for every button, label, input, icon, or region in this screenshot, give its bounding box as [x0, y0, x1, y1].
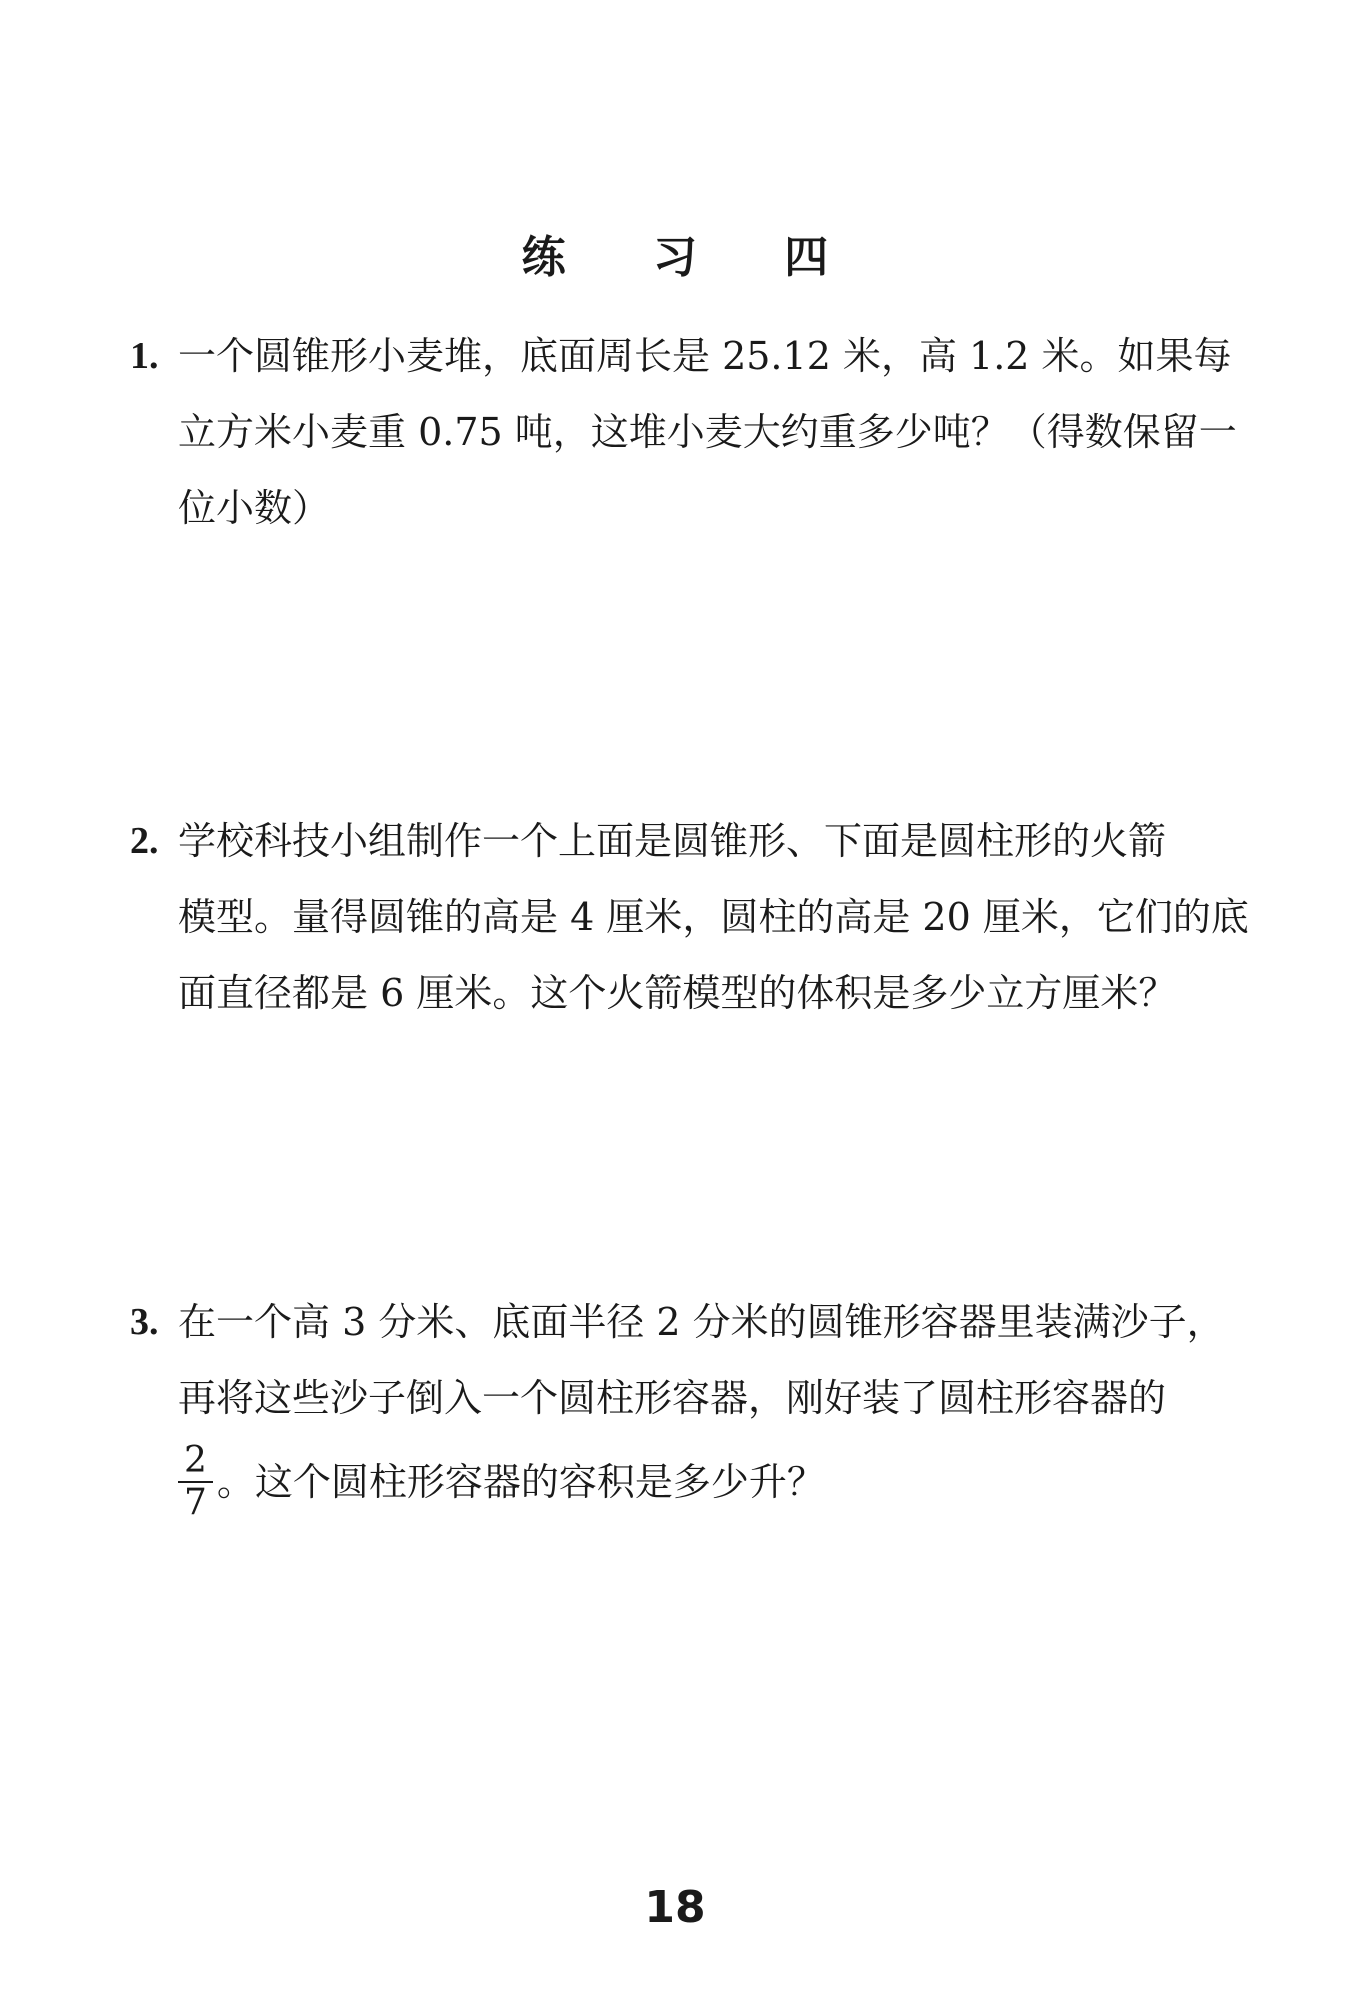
problem-text-line: 模型。量得圆锥的高是 4 厘米，圆柱的高是 20 厘米，它们的底 — [178, 895, 1249, 939]
problem-number: 3. — [130, 1301, 159, 1343]
problem-text-line: 学校科技小组制作一个上面是圆锥形、下面是圆柱形的火箭 — [178, 819, 1167, 863]
problem-text-line: 位小数） — [178, 486, 331, 530]
page-number: 18 — [644, 1882, 706, 1933]
problem-text-line: 一个圆锥形小麦堆，底面周长是 25.12 米，高 1.2 米。如果每 — [178, 334, 1232, 378]
fraction-numerator: 2 — [178, 1441, 213, 1483]
problem-text-line-with-fraction — [178, 1439, 825, 1527]
fraction-denominator: 7 — [184, 1481, 207, 1523]
problem-text-tail: 。这个圆柱形容器的容积是多少升？ — [216, 1460, 825, 1504]
problem-text-line: 面直径都是 6 厘米。这个火箭模型的体积是多少立方厘米？ — [178, 971, 1177, 1015]
problem-text-line: 在一个高 3 分米、底面半径 2 分米的圆锥形容器里装满沙子， — [178, 1300, 1225, 1344]
problem-number: 2. — [130, 820, 159, 862]
problem-text-line: 再将这些沙子倒入一个圆柱形容器，刚好装了圆柱形容器的 — [178, 1376, 1167, 1420]
problem-text-line: 立方米小麦重 0.75 吨，这堆小麦大约重多少吨？（得数保留一 — [178, 410, 1237, 454]
fraction — [178, 1441, 213, 1523]
page-title: 练 习 四 — [521, 232, 865, 283]
problem-number: 1. — [130, 335, 159, 377]
